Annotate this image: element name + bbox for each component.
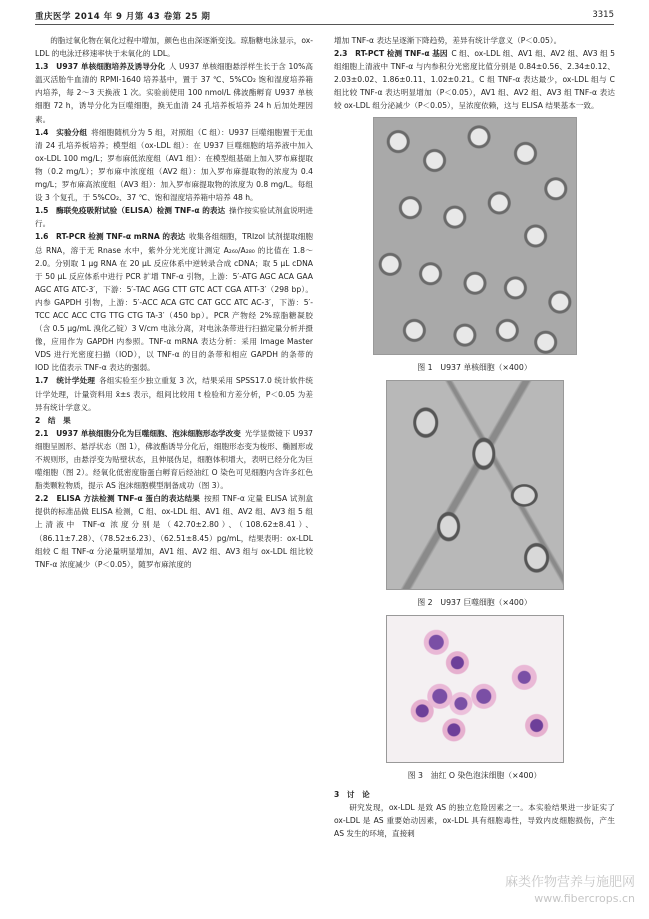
paragraph: 的脂过氧化物在氧化过程中增加，颜色也由深逐渐变浅。琼脂糖电泳显示，ox-LDL 的电泳迁移速率快于未氧化的 LDL。 bbox=[35, 36, 313, 59]
section-2-title: 2 结 果 bbox=[35, 415, 71, 425]
section-1-5 bbox=[35, 204, 313, 230]
header-rule bbox=[35, 24, 614, 25]
section-title: 2.2 ELISA 方法检测 TNF-α 蛋白的表达结果 bbox=[35, 494, 201, 504]
figure-3 bbox=[386, 615, 564, 782]
section-title: 1.3 U937 单核细胞培养及诱导分化 bbox=[35, 62, 166, 72]
figure-2-caption: 图 2 U937 巨噬细胞（×400） bbox=[417, 597, 532, 607]
section-text: 光学显微镜下 U937 细胞呈圆形、悬浮状态（图 1），佛波酯诱导分化后，细胞形态变为梭形、椭圆形或不规则形，由悬浮变为贴壁状态，且伸展伪足，细胞体积增大，表明已经分化为巨噬细胞（图 2）。经氧化低密度脂蛋白孵育后经油红 O 染色可见细胞内含许多红色脂类颗粒物质，提示 AS 泡沫细胞模型制备成功（图 3）。 bbox=[35, 428, 313, 491]
section-2-1 bbox=[35, 427, 313, 492]
page-number: 3315 bbox=[592, 10, 614, 20]
section-title: 1.6 RT-PCR 检测 TNF-α mRNA 的表达 bbox=[35, 232, 186, 242]
section-3-title: 3 讨 论 bbox=[334, 789, 370, 799]
section-text: 操作按实验试剂盒说明进行。 bbox=[35, 206, 314, 229]
section-text: 将细胞随机分为 5 组，对照组（C 组）：U937 巨噬细胞置于无血清 24 孔培养板培养；模型组（ox-LDL 组）：在 U937 巨噬细胞的培养液中加入 ox-LDL 100 mg/L；罗布麻低浓度组（AV1 组）：在模型组基础上加入罗布麻提取物（0.2 mg/L）；罗布麻中浓度组（AV2 组）：加入罗布麻提取物的浓度为 0.4 mg/L；罗布麻高浓度组（AV3 组）：加入罗布麻提取物的浓度为 0.8 mg/L。每组设 3 个复孔，于 5%CO₂、37 ℃、饱和湿度培养箱中培养 48 h。 bbox=[35, 127, 313, 203]
left-column bbox=[35, 34, 313, 571]
section-1-3 bbox=[35, 60, 313, 125]
figure-1 bbox=[373, 117, 577, 374]
section-text: 收集各组细胞，TRIzol 试剂提取细胞总 RNA，溶于无 Rnase 水中，紫外分光光度计测定 A₂₆₀/A₂₈₀ 的比值在 1.8～2.0。分别取 1 μg RNA 在 20 μL 反应体系中逆转录合成 cDNA；取 5 μL cDNA 于 50 μL 反应体系中进行 PCR 扩增 TNF-α 引物，上游：5′-ATG AGC ACA GAA AGC ATG ATC-3′，下游：5′-TAC AGG CTT GTC ACT CGA ATT-3′（298 bp）。内参 GAPDH 引物，上游：5′-ACC ACA GTC CAT GCC ATC AC-3′，下游：5′-TCC ACC ACC CTG TTG CTG TA-3′（450 bp）。PCR 产物经 2%琼脂糖凝胶（含 0.5 μg/mL 溴化乙锭）3 V/cm 电泳分离，对电泳条带进行扫描定量分析并摄像，应用作为 GAPDH 内参照。TNF-α mRNA 表达分析：采用 Image Master VDS 进行光密度扫描（IOD），以 TNF-α 的目的条带和相应 GAPDH 的条带的 IOD 比值表示 TNF-α 表达的强弱。 bbox=[35, 232, 313, 373]
section-text: 按照 TNF-α 定量 ELISA 试剂盒提供的标准品做 ELISA 检测，C 组、ox-LDL 组、AV1 组、AV2 组、AV3 组 5 组上清液中 TNF-α 浓度分别是（42.70±2.80）、（108.62±8.41）、（86.11±7.28）、（78.52±6.23）、（62.51±8.45）pg/mL，结果表明：ox-LDL 组较 C 组 TNF-α 分泌量明显增加，AV1 组、AV2 组、AV3 组与 ox-LDL 组比较 TNF-α 浓度减少（P＜0.05），随罗布麻浓度的 bbox=[35, 494, 314, 569]
section-2-2 bbox=[35, 492, 313, 571]
running-header bbox=[35, 10, 614, 28]
watermark-name: 麻类作物营养与施肥网 bbox=[504, 875, 635, 890]
section-title: 1.4 实验分组 bbox=[35, 127, 88, 137]
section-title: 2.1 U937 单核细胞分化为巨噬细胞、泡沫细胞形态学改变 bbox=[35, 428, 241, 438]
site-watermark bbox=[505, 875, 635, 907]
section-title: 2.3 RT-PCT 检测 TNF-α 基因 bbox=[334, 49, 448, 59]
section-text: 各组实验至少独立重复 3 次，结果采用 SPSS17.0 统计软件统计学处理，计量资料用 x̄±s 表示，组间比较用 t 检验和方差分析，P＜0.05 为差异有统计学意义。 bbox=[35, 376, 313, 412]
figure-2 bbox=[386, 380, 564, 609]
journal-title: 重庆医学 2014 年 9 月第 43 卷第 25 期 bbox=[35, 12, 211, 22]
section-1-6 bbox=[35, 230, 313, 374]
foam-cell-micrograph bbox=[386, 615, 564, 763]
figure-3-caption: 图 3 油红 O 染色泡沫细胞（×400） bbox=[407, 770, 542, 780]
paragraph: 增加 TNF-α 表达呈逐渐下降趋势，差异有统计学意义（P＜0.05）。 bbox=[334, 36, 562, 45]
section-title: 1.7 统计学处理 bbox=[35, 376, 96, 386]
section-2-3 bbox=[334, 47, 615, 112]
section-1-7 bbox=[35, 374, 313, 413]
figure-1-caption: 图 1 U937 单核细胞（×400） bbox=[417, 362, 532, 372]
section-title: 1.5 酶联免疫吸附试验（ELISA）检测 TNF-α 的表达 bbox=[35, 206, 226, 216]
section-1-4 bbox=[35, 126, 313, 205]
right-column bbox=[334, 34, 615, 840]
paragraph: 研究发现，ox-LDL 是致 AS 的独立危险因素之一。本实验结果进一步证实了 ox-LDL 是 AS 重要始动因素，ox-LDL 具有细胞毒性，导致内皮细胞损伤，产生 AS 发生的环境，直接刺 bbox=[334, 802, 615, 839]
u937-macrophage-micrograph bbox=[386, 380, 564, 590]
section-text: 人 U937 单核细胞悬浮样生长于含 10%高温灭活胎牛血清的 RPMI-1640 培养基中，置于 37 ℃、5%CO₂ 饱和湿度培养箱内培养，每 2～3 天换液 1 次。实验前使用 100 nmol/L 佛波酯孵育 U937 单核细胞 72 h，诱导分化为巨噬细胞，换无血清 24 孔培养板培养 24 h 后加处理因素。 bbox=[35, 62, 313, 124]
watermark-url: www.fibercrops.cn bbox=[534, 892, 635, 905]
section-text: C 组、ox-LDL 组、AV1 组、AV2 组、AV3 组 5 组细胞上清液中 TNF-α 与内参积分光密度比值分别是 0.84±0.56、2.34±0.12、2.03±0.02、1.86±0.11、1.02±0.21。C 组 TNF-α 表达最少，ox-LDL 组与 C 组比较 TNF-α 表达明显增加（P＜0.05），AV1 组、AV2 组、AV3 组 TNF-α 表达较 ox-LDL 组分泌减少（P＜0.05），呈浓度依赖，这与 ELISA 结果基本一致。 bbox=[334, 49, 615, 111]
u937-monocyte-micrograph bbox=[373, 117, 577, 355]
